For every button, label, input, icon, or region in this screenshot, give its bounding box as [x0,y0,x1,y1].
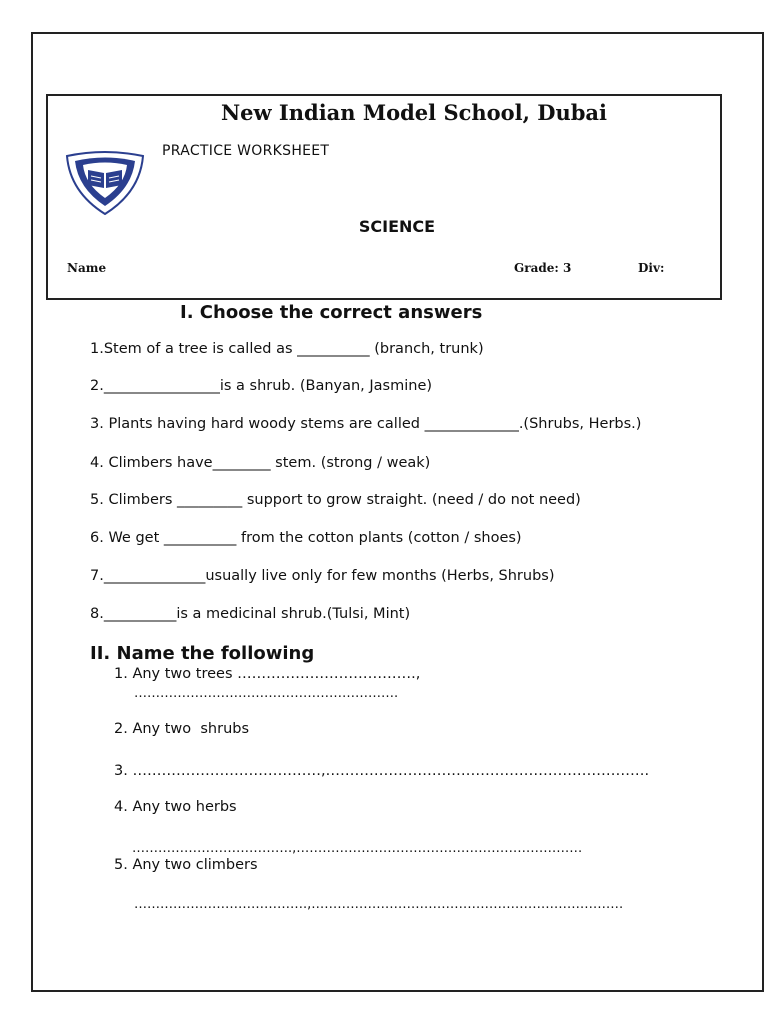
section2-title: II. Name the following [90,643,315,664]
school-crest-logo [64,150,146,216]
question-7: 7.______________usually live only for few months (Herbs, Shrubs) [90,568,555,584]
name-item-4: 4. Any two herbs [114,799,237,815]
question-3: 3. Plants having hard woody stems are called _____________.(Shrubs, Herbs.) [90,416,642,432]
name-label: Name [67,261,107,275]
answer-line-1: ……………………………………………………. [134,686,399,701]
question-6: 6. We get __________ from the cotton plants (cotton / shoes) [90,530,522,546]
subject-title-text: SCIENCE [358,217,436,236]
grade-label: Grade: 3 [514,261,572,275]
school-title-text: New Indian Model School, Dubai [220,100,608,125]
answer-line-2: ……………………………….,………………………………………………………… [132,841,583,856]
div-label: Div: [638,261,665,275]
question-8: 8.__________is a medicinal shrub.(Tulsi, Mint) [90,606,411,622]
worksheet-title: PRACTICE WORKSHEET [162,143,330,159]
section1-title: I. Choose the correct answers [180,302,483,323]
question-4: 4. Climbers have________ stem. (strong / weak) [90,455,431,471]
name-item-5: 5. Any two climbers [114,857,258,873]
question-1: 1.Stem of a tree is called as __________ (branch, trunk) [90,341,484,357]
answer-line-3: ………………………………….,……………………………………………………………… [134,897,624,912]
name-item-2: 2. Any two shrubs [114,721,250,737]
question-2: 2.________________is a shrub. (Banyan, Jasmine) [90,378,433,394]
question-5: 5. Climbers _________ support to grow straight. (need / do not need) [90,492,581,508]
subject-title [0,217,768,236]
school-title [0,100,768,125]
name-item-3: 3. …………………………………,…………………………………………………………. [114,763,650,779]
name-item-1: 1. Any two trees ………………………………., [114,666,421,682]
